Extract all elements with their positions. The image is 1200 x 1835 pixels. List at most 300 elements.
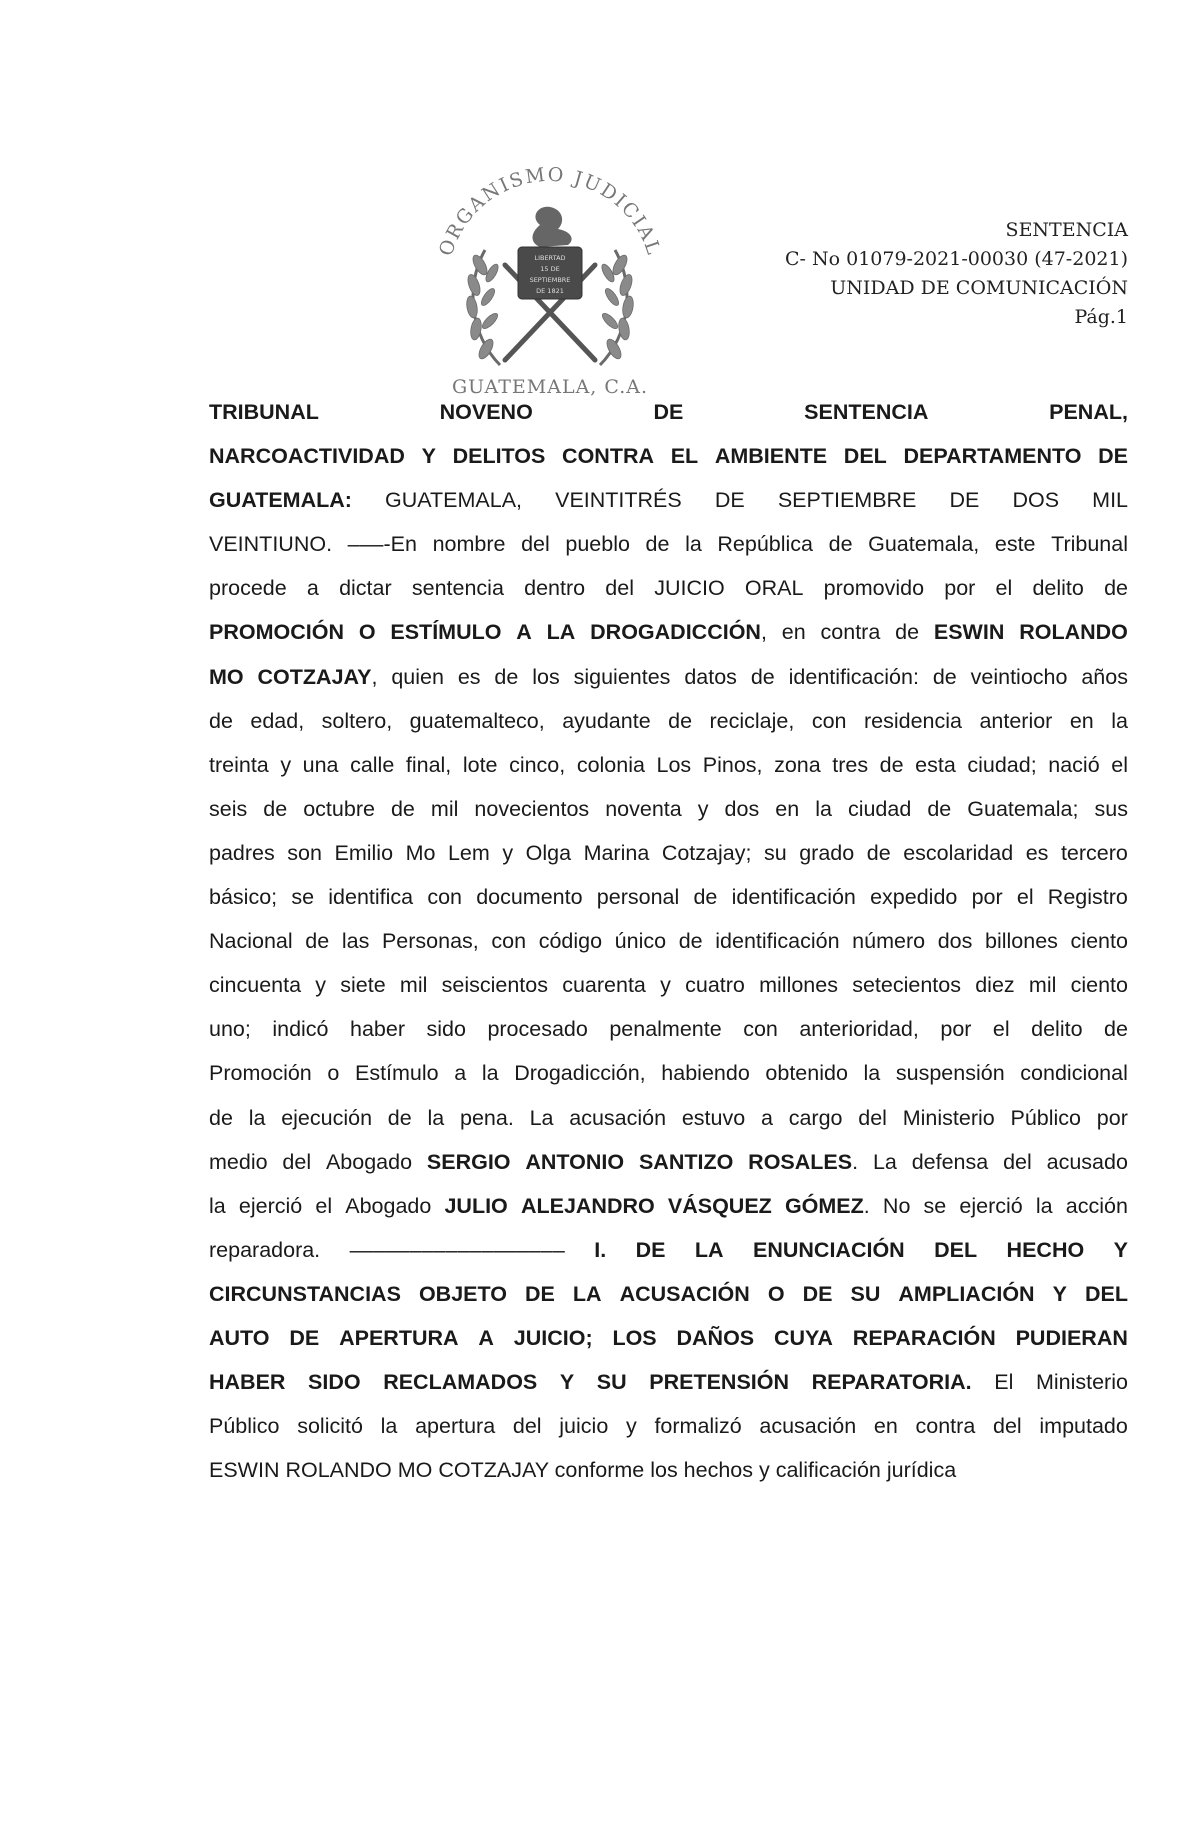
text-word (979, 699, 1052, 743)
text: escolaridad (903, 840, 1014, 865)
text-word (824, 566, 924, 610)
text-word (933, 655, 957, 699)
text-word (1026, 831, 1049, 875)
text-word (693, 875, 717, 919)
text: Olga (525, 840, 572, 865)
text-line (209, 1096, 1128, 1140)
text: la (209, 1193, 226, 1218)
bold-text: Y (421, 444, 436, 469)
text: formalizó (654, 1414, 742, 1439)
text: grado (799, 840, 855, 865)
text: del (282, 1149, 312, 1174)
text-word (209, 1316, 270, 1360)
organismo-judicial-seal (430, 155, 670, 400)
text-word (804, 390, 928, 434)
text: edad, (250, 708, 305, 733)
bold-text: REPARATORIA. (811, 1370, 972, 1395)
scroll-line-1: LIBERTAD (534, 254, 566, 262)
text-word (782, 610, 806, 654)
issuing-unit: UNIDAD DE COMUNICACIÓN (830, 277, 1128, 299)
text-word (717, 522, 813, 566)
text: de (390, 796, 415, 821)
text-word (547, 610, 576, 654)
text: mil (430, 796, 459, 821)
text: tercero (1060, 840, 1128, 865)
text: de (828, 532, 853, 557)
text: básico; (209, 885, 278, 910)
text: indicó (272, 1017, 329, 1042)
text-word (350, 1228, 565, 1272)
text-word (1081, 655, 1128, 699)
text-word (597, 1360, 627, 1404)
sentence-body (209, 390, 1128, 1492)
text-word (209, 655, 244, 699)
text: de (895, 620, 920, 645)
text-word (514, 1316, 593, 1360)
text-word (555, 478, 682, 522)
scroll-line-3: SEPTIEMBRE (529, 276, 571, 284)
text-word (821, 610, 881, 654)
text: la (481, 1061, 499, 1086)
text: cinco, (509, 752, 566, 777)
bold-text: NARCOACTIVIDAD (209, 444, 405, 469)
text-word (1092, 478, 1128, 522)
text-word (326, 1140, 412, 1184)
text-line (209, 390, 1128, 434)
text-word (1111, 743, 1128, 787)
text: la (1111, 708, 1128, 733)
text: se (291, 885, 315, 910)
text: identificación: (788, 664, 919, 689)
text-word (562, 963, 646, 1007)
text-word (967, 787, 1078, 831)
text: ayudante (562, 708, 651, 733)
text-word (832, 743, 868, 787)
text-word (995, 522, 1036, 566)
text: las (341, 929, 370, 954)
bold-text: EL (670, 444, 699, 469)
text: del (1003, 1149, 1032, 1174)
text: Cotzajay; (661, 840, 752, 865)
text-word (1071, 963, 1128, 1007)
text: dictar (339, 576, 392, 601)
text-word (502, 831, 513, 875)
text-word (539, 919, 602, 963)
text: con (743, 1017, 778, 1042)
text: SEPTIEMBRE (777, 488, 917, 513)
text-word (975, 963, 1014, 1007)
text-line (209, 919, 1128, 963)
text: código (538, 929, 603, 954)
text-word (209, 1140, 268, 1184)
text-word (1029, 963, 1056, 1007)
text-word (427, 1007, 466, 1051)
text-word (1017, 875, 1034, 919)
text-word (940, 1007, 971, 1051)
text-word (431, 787, 458, 831)
text: procede (209, 576, 287, 601)
text-word (303, 743, 339, 787)
text: y (660, 973, 671, 998)
text-word (574, 655, 671, 699)
text-word (381, 1404, 398, 1448)
text: de (209, 708, 233, 733)
text-word (912, 1140, 989, 1184)
text: Personas, (381, 929, 479, 954)
text: haber (350, 1017, 406, 1042)
text-word (1016, 1316, 1128, 1360)
text-word (880, 743, 904, 787)
text: en (1069, 708, 1094, 733)
bold-text: LA (694, 1237, 724, 1262)
text: Los (656, 752, 692, 777)
text-word (209, 743, 269, 787)
text-word (903, 434, 1081, 478)
bold-text: JULIO (444, 1193, 508, 1218)
text-word (291, 875, 314, 919)
text-word (340, 963, 385, 1007)
text-word (761, 1096, 773, 1140)
text: cuatro (685, 973, 745, 998)
text-word (764, 831, 787, 875)
text-word (565, 522, 630, 566)
text-word (993, 1007, 1010, 1051)
bold-text: ENUNCIACIÓN (753, 1237, 905, 1262)
page-number: Pág.1 (1074, 306, 1128, 328)
text-word (927, 787, 951, 831)
bold-text: ACUSACIÓN (619, 1281, 750, 1306)
text: el (995, 576, 1013, 601)
bold-text: LOS (612, 1325, 657, 1350)
text: treinta (209, 752, 269, 777)
text: mil (399, 973, 428, 998)
bold-text: DEL (843, 444, 887, 469)
text: obtenido (765, 1061, 848, 1086)
text: la (427, 1105, 445, 1130)
text-word (903, 831, 1013, 875)
text-word (305, 919, 329, 963)
text: ejerció (959, 1193, 1023, 1218)
text-word (388, 1096, 412, 1140)
text: sus (1094, 796, 1128, 821)
text-word (778, 478, 917, 522)
text-word (406, 743, 451, 787)
text: del (992, 1414, 1022, 1439)
text: Registro (1047, 885, 1128, 910)
bold-text: ESWIN (933, 620, 1005, 645)
text: nació (1048, 752, 1100, 777)
text-word (334, 831, 393, 875)
text-word (1104, 1007, 1128, 1051)
text-word (883, 1184, 910, 1228)
bold-text: CONTRA (562, 444, 655, 469)
text-word (853, 1316, 996, 1360)
text-word (521, 1184, 655, 1228)
text-word (743, 1007, 778, 1051)
text-word (328, 875, 413, 919)
text-word (562, 434, 654, 478)
text: número (852, 929, 926, 954)
text-word (649, 1360, 789, 1404)
text-word (1049, 390, 1128, 434)
text-line (209, 1316, 1128, 1360)
text-word (391, 787, 415, 831)
text-line (209, 434, 1128, 478)
text-word (1094, 787, 1127, 831)
text-word (1051, 522, 1128, 566)
text: promovido (823, 576, 925, 601)
text-word (873, 1140, 897, 1184)
text: datos (684, 664, 737, 689)
text: procesado (487, 1017, 588, 1042)
bold-text: SANTIZO (638, 1149, 734, 1174)
text-word (444, 1184, 507, 1228)
text-word (382, 919, 479, 963)
text-word (682, 1096, 745, 1140)
text: la (380, 1414, 398, 1439)
text-word (315, 963, 326, 1007)
text: Nacional (209, 929, 293, 954)
text: habiendo (661, 1061, 750, 1086)
text-word (390, 610, 501, 654)
text-word (1031, 1007, 1082, 1051)
text: Ministerio (1035, 1370, 1128, 1395)
text-word (768, 1272, 785, 1316)
bold-text: AMBIENTE (714, 444, 828, 469)
text: El (994, 1370, 1014, 1395)
text-word (400, 963, 427, 1007)
text-word (993, 1404, 1022, 1448)
bold-text: ANTONIO (525, 1149, 625, 1174)
text-word (759, 1404, 856, 1448)
text: diez (975, 973, 1015, 998)
text-word (209, 1360, 285, 1404)
text-word (249, 1096, 266, 1140)
text-word (996, 566, 1013, 610)
text: expedido (870, 885, 958, 910)
text-word (209, 522, 332, 566)
text-word (482, 1051, 499, 1095)
text-word (844, 434, 887, 478)
bold-text: COTZAJAY (257, 664, 372, 689)
text-word (1047, 1140, 1128, 1184)
text-word (620, 1272, 750, 1316)
text-line (209, 1007, 1128, 1051)
text-word (209, 1404, 280, 1448)
text: ciudad (847, 796, 912, 821)
bold-text: HABER (209, 1370, 286, 1395)
text: la (863, 1061, 881, 1086)
text: los (532, 664, 560, 689)
text-word (448, 831, 490, 875)
bold-text: O (767, 1281, 785, 1306)
text: VEINTITRÉS (555, 488, 682, 513)
case-header (728, 216, 1128, 332)
text: ciento (1070, 929, 1128, 954)
bold-text: NOVENO (439, 400, 533, 424)
text: de (645, 532, 670, 557)
text-word (209, 1007, 251, 1051)
text: juicio (559, 1414, 609, 1439)
text-word (391, 655, 444, 699)
text-word (427, 1096, 444, 1140)
bold-text: DEL (1084, 1281, 1128, 1306)
text-word (478, 1316, 494, 1360)
text-word (209, 566, 287, 610)
text: de (927, 796, 952, 821)
bold-text: DE (635, 1237, 666, 1262)
text-word (654, 566, 724, 610)
text: son (287, 840, 322, 865)
text: Guatemala; (967, 796, 1079, 821)
text: de (494, 664, 519, 689)
text-word (765, 1051, 848, 1095)
text: en (775, 796, 800, 821)
text-word (345, 1184, 431, 1228)
text-word (303, 787, 375, 831)
text: contra (915, 1414, 976, 1439)
text-word (307, 566, 319, 610)
text: Abogado (325, 1149, 413, 1174)
text-word (1048, 875, 1128, 919)
text: MIL (1092, 488, 1128, 513)
text: DOS (1012, 488, 1060, 513)
bold-text: SU (850, 1281, 881, 1306)
text-word (848, 787, 911, 831)
punctuation: . (863, 1193, 870, 1218)
text-word (815, 787, 832, 831)
text-line (209, 875, 1128, 919)
text: siete (340, 973, 386, 998)
bold-text: O (358, 620, 376, 645)
text-word (339, 566, 392, 610)
bold-text: REPARACIÓN (852, 1325, 996, 1350)
text: cuarenta (562, 973, 646, 998)
case-number: C- No 01079-2021-00030 (47-2021) (785, 248, 1128, 270)
text: con (427, 885, 462, 910)
text-word (915, 743, 956, 787)
bold-text: GUATEMALA: (209, 488, 352, 513)
text-line (209, 566, 1128, 610)
text: acusación (569, 1105, 667, 1130)
bold-text: OBJETO (418, 1281, 507, 1306)
text: Marina (583, 840, 650, 865)
text-word (938, 919, 973, 963)
text-word (605, 566, 634, 610)
text: de (693, 885, 718, 910)
bold-text: DE (802, 1281, 833, 1306)
text-word (703, 743, 763, 787)
text-word (898, 1272, 1034, 1316)
text-word (695, 1228, 724, 1272)
text: y (697, 796, 709, 821)
text: Público (1010, 1105, 1082, 1130)
text: Drogadicción, (514, 1061, 646, 1086)
text-word (530, 1096, 554, 1140)
text-word (668, 1184, 772, 1228)
text-word (509, 743, 565, 787)
text-line (209, 963, 1128, 1007)
text-word (419, 1272, 507, 1316)
text-word (342, 919, 369, 963)
text: la (815, 796, 832, 821)
bold-text: A (516, 620, 532, 645)
text: de (1104, 1017, 1128, 1042)
text: mil (1028, 973, 1057, 998)
text-line (209, 1184, 1128, 1228)
text-word (668, 699, 692, 743)
text-word (415, 1404, 495, 1448)
text: sentencia (411, 576, 504, 601)
text-word (209, 1096, 233, 1140)
text: en (873, 1414, 898, 1439)
text-word (209, 1184, 226, 1228)
text: cincuenta (209, 973, 302, 998)
text: Público (209, 1414, 280, 1439)
text: ciento (1070, 973, 1128, 998)
text-word (209, 1448, 956, 1492)
text: contra (820, 620, 881, 645)
bold-text: APERTURA (339, 1325, 459, 1350)
text-line (209, 655, 1128, 699)
text: la (685, 532, 702, 557)
text-word (660, 963, 671, 1007)
text: Emilio (334, 840, 394, 865)
text: GUATEMALA, (385, 488, 523, 513)
text: es (457, 664, 481, 689)
text: anterior (979, 708, 1053, 733)
text: acción (1065, 1193, 1128, 1218)
text-word (679, 919, 703, 963)
text-word (867, 831, 891, 875)
text: dos (937, 929, 973, 954)
text: Guatemala, (868, 532, 980, 557)
text-word (297, 1404, 363, 1448)
text: pena. (459, 1105, 514, 1130)
document-type: SENTENCIA (1005, 219, 1128, 241)
text-word (594, 1228, 606, 1272)
bold-text: MO (209, 664, 244, 689)
text: reparadora. (209, 1237, 321, 1262)
bold-text: GÓMEZ (784, 1193, 864, 1218)
text-word (609, 1007, 721, 1051)
text-word (789, 655, 919, 699)
text-word (289, 1316, 319, 1360)
text: una (302, 752, 339, 777)
punctuation: , (760, 620, 767, 645)
bold-text: DE (653, 400, 684, 424)
text-word (1098, 434, 1128, 478)
text: de (1104, 576, 1128, 601)
bold-text: PROMOCIÓN (209, 620, 344, 645)
text: apertura (415, 1414, 496, 1439)
text-word (698, 787, 709, 831)
text: final, (405, 752, 452, 777)
text-word (684, 655, 737, 699)
text-word (753, 1228, 905, 1272)
bold-text: DAÑOS (676, 1325, 755, 1350)
text: zona (774, 752, 821, 777)
text-word (458, 655, 481, 699)
text-word (339, 1316, 458, 1360)
text: único (614, 929, 667, 954)
text: delito (1031, 1017, 1083, 1042)
text-word (263, 787, 287, 831)
text-word (281, 1096, 372, 1140)
text-word (514, 1051, 645, 1095)
text-word (359, 610, 376, 654)
text-word (924, 1184, 947, 1228)
